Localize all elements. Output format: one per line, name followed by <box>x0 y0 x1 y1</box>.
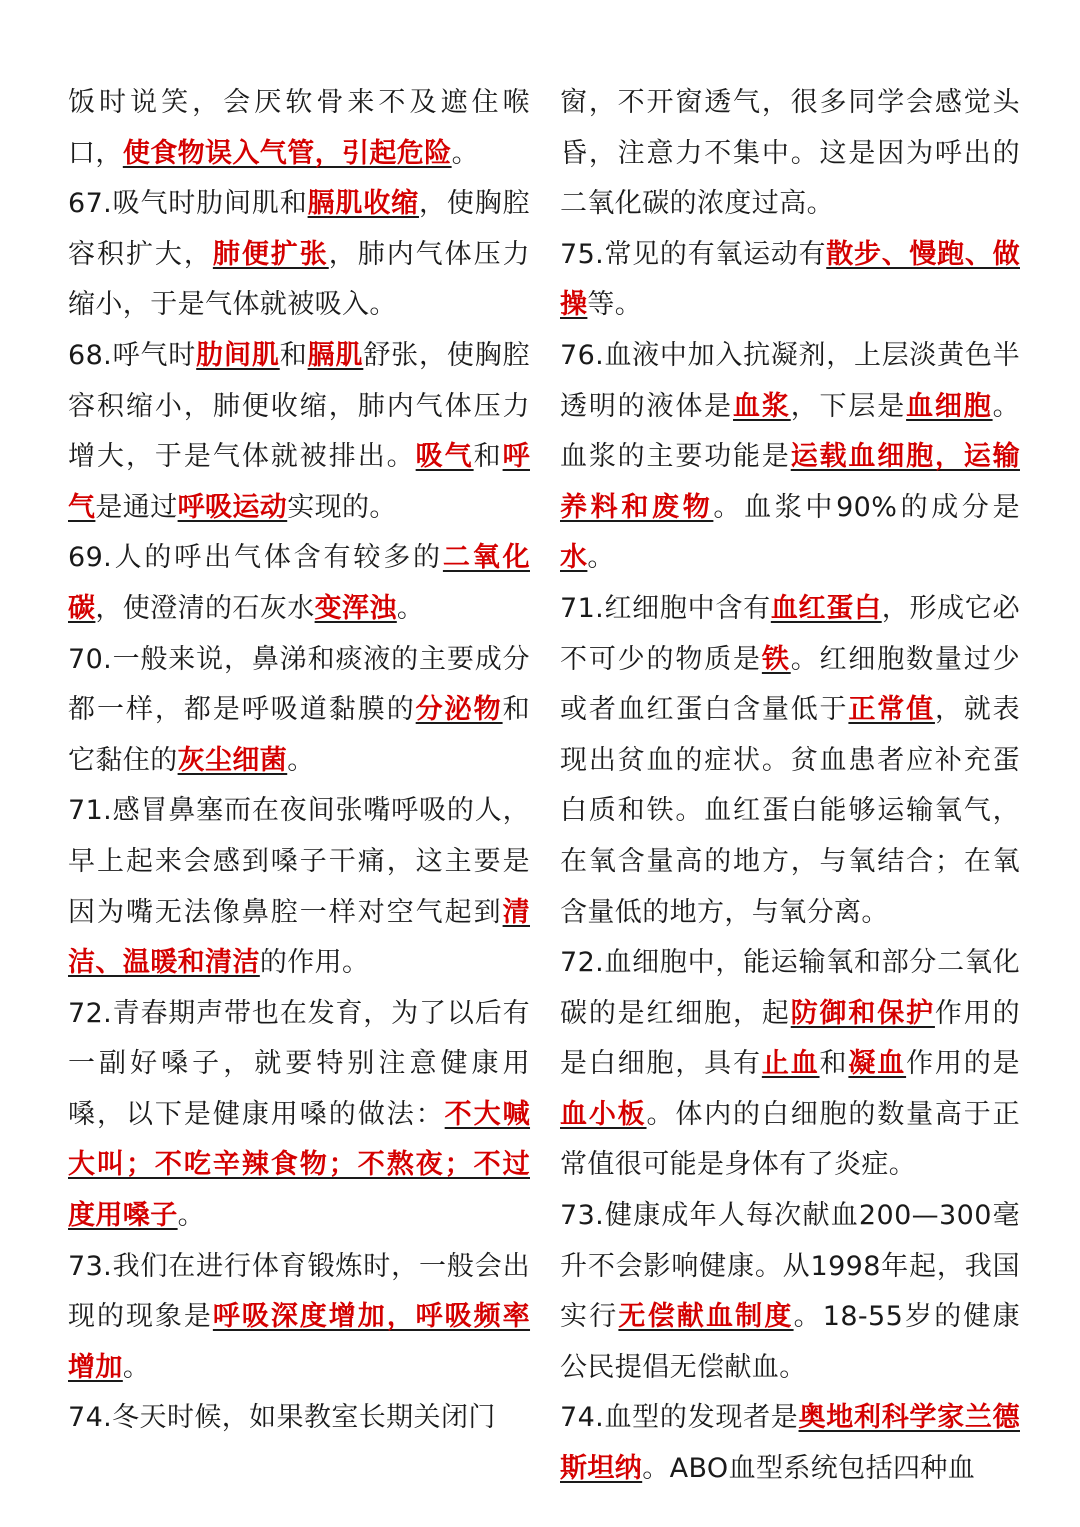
highlighted-answer: 膈肌 <box>307 339 364 371</box>
text-run: 73.健康成年人每次献血200—300毫升不会影响健康。从1998年起，我国实行 <box>560 1200 1020 1333</box>
text-run: 。18-55岁的健康公民提倡无偿献血。 <box>560 1301 1020 1383</box>
highlighted-answer: 呼气 <box>68 441 530 523</box>
paragraph-p73b <box>560 1191 1020 1393</box>
paragraph-p72a <box>68 989 530 1242</box>
paragraph-p75 <box>560 230 1020 331</box>
highlighted-answer: 血细胞 <box>906 390 993 422</box>
highlighted-answer: 运载血细胞，运输养料和废物 <box>560 441 1020 523</box>
text-run: ，使胸腔容积扩大， <box>68 188 530 270</box>
highlighted-answer: 奥地利科学家兰德斯坦纳 <box>560 1402 1020 1485</box>
highlighted-answer: 二氧化碳 <box>68 542 530 624</box>
text-run: ，形成它必不可少的物质是 <box>560 592 1021 675</box>
text-run: 71.感冒鼻塞而在夜间张嘴呼吸的人，早上起来会感到嗓子干痛，这主要是因为嘴无法像鼻腔一样对空气起到 <box>68 795 530 928</box>
text-run: 76.血液中加入抗凝剂，上层淡黄色半透明的液体是 <box>560 339 1020 422</box>
highlighted-answer: 散步、慢跑、做操 <box>560 238 1020 321</box>
text-run: 72.青春期声带也在发育，为了以后有一副好嗓子，就要特别注意健康用嗓，以下是健康用嗓的做法： <box>68 997 530 1130</box>
paragraph-p74b <box>560 1393 1020 1494</box>
highlighted-answer: 止血 <box>761 1048 820 1080</box>
highlighted-answer: 呼吸运动 <box>177 491 288 523</box>
text-run: 和 <box>473 441 503 473</box>
paragraph-p67 <box>68 179 530 331</box>
highlighted-answer: 铁 <box>761 643 791 675</box>
highlighted-answer: 使食物误入气管，引起危险 <box>122 137 452 169</box>
paragraph-p69 <box>68 533 530 634</box>
text-run: 。体内的白细胞的数量高于正常值很可能是身体有了炎症。 <box>560 1098 1021 1181</box>
right-column <box>560 78 1020 1495</box>
text-run: 68.呼气时 <box>68 339 197 371</box>
text-run: 74.冬天时候，如果教室长期关闭门 <box>68 1402 496 1434</box>
paragraph-p71b <box>560 584 1020 938</box>
highlighted-answer: 防御和保护 <box>790 997 935 1029</box>
text-run: 舒张，使胸腔容积缩小，肺便收缩，肺内气体压力增大，于是气体就被排出。 <box>68 339 531 473</box>
paragraph-p71a <box>68 786 530 988</box>
text-run: 70.一般来说，鼻涕和痰液的主要成分都一样，都是呼吸道黏膜的 <box>68 643 530 726</box>
highlighted-answer: 血红蛋白 <box>770 592 882 624</box>
text-run: 71.红细胞中含有 <box>560 592 771 624</box>
text-run: 。 <box>451 137 480 169</box>
text-run: 73.我们在进行体育锻炼时，一般会出现的现象是 <box>68 1250 530 1333</box>
paragraph-p74a <box>68 1393 530 1444</box>
text-run: 饭时说笑，会厌软骨来不及遮住喉口， <box>68 87 530 169</box>
highlighted-answer: 正常值 <box>848 694 935 726</box>
text-run: 75.常见的有氧运动有 <box>560 238 827 270</box>
text-run: 。 <box>122 1351 151 1383</box>
paragraph-p68 <box>68 331 530 533</box>
highlighted-answer: 分泌物 <box>415 694 503 726</box>
text-run: 。红细胞数量过少或者血红蛋白含量低于 <box>560 643 1020 726</box>
text-run: 67.吸气时肋间肌和 <box>68 188 308 220</box>
highlighted-answer: 水 <box>560 542 588 574</box>
text-run: 。 <box>287 744 315 776</box>
text-run: 和 <box>819 1048 849 1080</box>
text-run: ，使澄清的石灰水 <box>95 592 315 624</box>
highlighted-answer: 吸气 <box>415 441 474 473</box>
highlighted-answer: 变浑浊 <box>314 592 397 624</box>
text-run: ，肺内气体压力缩小，于是气体就被吸入。 <box>68 238 530 321</box>
text-run: 。 <box>396 592 425 624</box>
paragraph-p66c <box>68 78 530 179</box>
highlighted-answer: 灰尘细菌 <box>177 744 288 776</box>
highlighted-answer: 清洁、温暖和清洁 <box>68 896 530 979</box>
highlighted-answer: 凝血 <box>848 1048 907 1080</box>
text-run: 是通过 <box>95 491 178 523</box>
text-run: 74.血型的发现者是 <box>560 1402 799 1434</box>
text-run: 的作用。 <box>259 947 370 979</box>
text-run: 。 <box>177 1200 206 1232</box>
highlighted-answer: 肺便扩张 <box>212 238 329 270</box>
text-run: 69.人的呼出气体含有较多的 <box>68 542 443 574</box>
text-run: 等。 <box>587 289 643 321</box>
text-run: ，就表现出贫血的症状。贫血患者应补充蛋白质和铁。血红蛋白能够运输氧气，在氧含量高的地方，与氧结合；在氧含量低的地方，与氧分离。 <box>560 694 1021 928</box>
text-run: 实现的。 <box>287 491 397 523</box>
highlighted-answer: 呼吸深度增加，呼吸频率增加 <box>68 1301 531 1383</box>
highlighted-answer: 血浆 <box>733 390 791 422</box>
highlighted-answer: 膈肌收缩 <box>307 188 420 220</box>
paragraph-p72b <box>560 938 1020 1191</box>
left-column <box>68 78 530 1444</box>
highlighted-answer: 肋间肌 <box>196 339 280 371</box>
text-run: 和它黏住的 <box>68 694 530 776</box>
text-run: 。ABO血型系统包括四种血 <box>642 1453 976 1485</box>
highlighted-answer: 血小板 <box>560 1098 647 1130</box>
paragraph-p73a <box>68 1242 530 1394</box>
text-run: 作用的是 <box>906 1048 1020 1080</box>
text-run: 。血浆的主要功能是 <box>560 390 1020 473</box>
paragraph-p70 <box>68 635 530 787</box>
text-run: ，下层是 <box>790 390 907 422</box>
text-run: 72.血细胞中，能运输氧和部分二氧化碳的是红细胞，起 <box>560 947 1020 1029</box>
highlighted-answer: 无偿献血制度 <box>618 1301 794 1333</box>
text-run: 。血浆中90%的成分是 <box>713 491 1021 523</box>
text-run: 。 <box>587 542 615 574</box>
paragraph-p74c <box>560 78 1020 230</box>
paragraph-p76 <box>560 331 1020 584</box>
highlighted-answer: 不大喊大叫；不吃辛辣食物；不熬夜；不过度用嗓子 <box>68 1098 531 1232</box>
text-run: 窗，不开窗透气，很多同学会感觉头昏，注意力不集中。这是因为呼出的二氧化碳的浓度过高。 <box>560 87 1020 220</box>
text-run: 和 <box>279 339 308 371</box>
text-run: 作用的是白细胞，具有 <box>560 997 1021 1080</box>
